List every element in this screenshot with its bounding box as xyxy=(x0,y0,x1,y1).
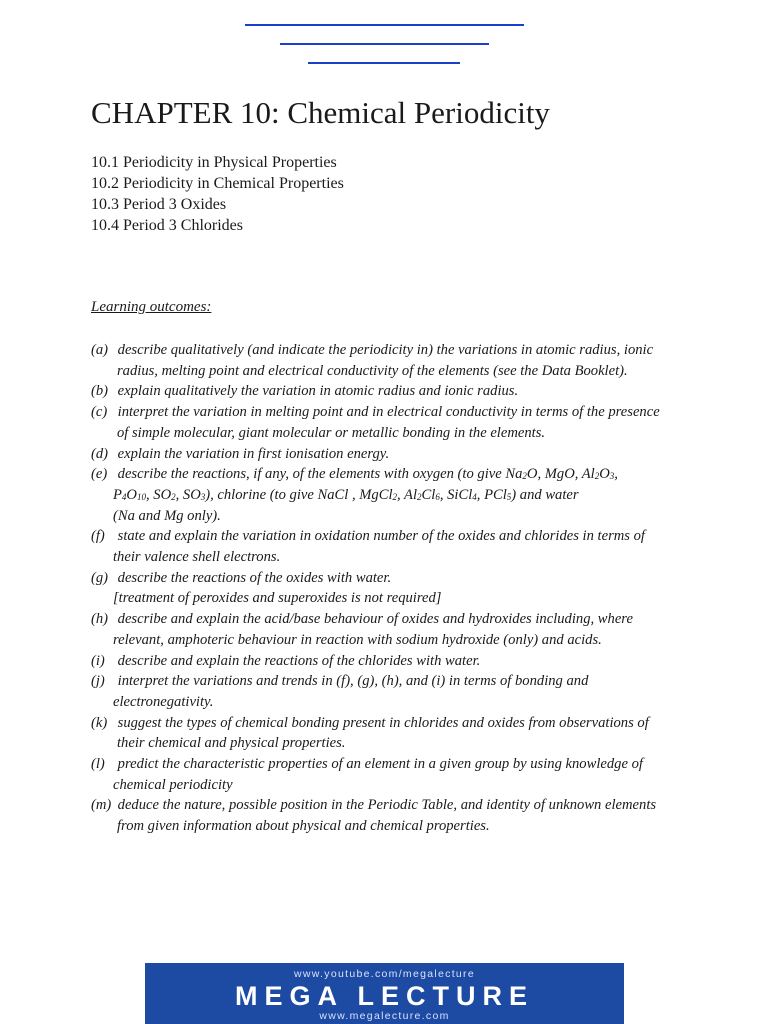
outcome-label: (g) xyxy=(91,569,109,586)
outcome-text: describe the reactions of the oxides with water. xyxy=(117,569,392,586)
toc-item: 10.3 Period 3 Oxides xyxy=(91,196,227,213)
learning-outcomes-heading: Learning outcomes: xyxy=(91,299,212,315)
outcome-label: (i) xyxy=(91,652,105,669)
header-link-3[interactable] xyxy=(308,62,460,64)
outcome-label: (d) xyxy=(91,445,109,462)
outcome-text: describe the reactions, if any, of the elements with oxygen (to give $Na_2O$, MgO, $Al_2O_3$, xyxy=(117,466,618,483)
outcome-text: relevant, amphoteric behaviour in reaction with sodium hydroxide (only) and acids. xyxy=(113,631,602,648)
outcome-text: explain the variation in first ionisation energy. xyxy=(117,445,390,462)
outcome-item-f xyxy=(91,526,691,567)
outcome-text: state and explain the variation in oxidation number of the oxides and chlorides in terms of xyxy=(117,528,645,545)
outcome-item-k xyxy=(91,713,691,754)
outcome-text: interpret the variations and trends in (f), (g), (h), and (i) in terms of bonding and xyxy=(117,673,589,690)
toc-item: 10.1 Periodicity in Physical Properties xyxy=(91,154,337,171)
outcome-text: describe and explain the acid/base behaviour of oxides and hydroxides including, where xyxy=(117,611,633,628)
outcome-label: (m) xyxy=(91,797,112,814)
outcome-label: (a) xyxy=(91,342,109,358)
outcome-label: (c) xyxy=(91,404,108,421)
outcome-item-j xyxy=(91,671,691,712)
header-link-1[interactable] xyxy=(245,24,524,26)
brand-logo-text: MEGA LECTURE xyxy=(235,981,534,1011)
outcome-text: [treatment of peroxides and superoxides is not required] xyxy=(113,590,442,607)
toc-item: 10.2 Periodicity in Chemical Properties xyxy=(91,175,344,192)
outcome-item-d xyxy=(91,444,691,465)
outcome-text: deduce the nature, possible position in the Periodic Table, and identity of unknown elements xyxy=(117,797,657,814)
header-link-2[interactable] xyxy=(280,43,489,45)
outcome-text: describe qualitatively (and indicate the periodicity in) the variations in atomic radius, ionic xyxy=(117,342,654,358)
outcome-item-l xyxy=(91,754,691,795)
outcome-item-b xyxy=(91,381,691,402)
outcome-text: chemical periodicity xyxy=(113,776,233,793)
outcome-item-e xyxy=(91,464,691,526)
toc-item: 10.4 Period 3 Chlorides xyxy=(91,217,243,234)
outcome-text: predict the characteristic properties of an element in a given group by using knowledge of xyxy=(117,756,643,773)
outcome-text: $P_4O_{10}$, $SO_2$, $SO_3$), chlorine (to give NaCl , MgCl$_2$, $Al_2Cl_6$, SiCl$_4$, PCl$_5$) and water xyxy=(113,486,579,503)
website-url[interactable]: www.megalecture.com xyxy=(319,1010,450,1022)
outcome-label: (k) xyxy=(91,714,108,731)
outcome-item-m xyxy=(91,795,691,836)
outcome-text: explain qualitatively the variation in atomic radius and ionic radius. xyxy=(117,383,519,400)
outcome-label: (j) xyxy=(91,673,105,690)
outcome-text: radius, melting point and electrical conductivity of the elements (see the Data Booklet). xyxy=(117,362,628,379)
table-of-contents xyxy=(91,152,344,236)
outcome-label: (l) xyxy=(91,756,105,773)
outcome-text: their chemical and physical properties. xyxy=(117,735,346,752)
outcome-item-i xyxy=(91,651,691,672)
chapter-title: CHAPTER 10: Chemical Periodicity xyxy=(91,95,550,130)
mega-lecture-banner[interactable] xyxy=(145,963,624,1024)
outcome-label: (b) xyxy=(91,383,109,400)
outcome-item-c xyxy=(91,402,691,443)
outcome-label: (e) xyxy=(91,466,108,483)
outcome-text: electronegativity. xyxy=(113,693,214,710)
outcome-text: describe and explain the reactions of the chlorides with water. xyxy=(117,652,481,669)
outcome-text: their valence shell electrons. xyxy=(113,549,281,566)
outcome-label: (f) xyxy=(91,528,105,545)
outcome-text: from given information about physical and chemical properties. xyxy=(117,818,490,835)
outcome-text: interpret the variation in melting point and in electrical conductivity in terms of the presence xyxy=(117,404,660,421)
outcome-label: (h) xyxy=(91,611,109,628)
outcome-item-h xyxy=(91,609,691,650)
youtube-url[interactable]: www.youtube.com/megalecture xyxy=(293,968,475,980)
learning-outcomes-list xyxy=(91,340,691,837)
outcome-text: suggest the types of chemical bonding present in chlorides and oxides from observations of xyxy=(117,714,649,731)
outcome-item-a xyxy=(91,340,691,381)
outcome-item-g xyxy=(91,568,691,609)
outcome-text: (Na and Mg only). xyxy=(113,507,221,524)
outcome-text: of simple molecular, giant molecular or metallic bonding in the elements. xyxy=(117,424,546,441)
